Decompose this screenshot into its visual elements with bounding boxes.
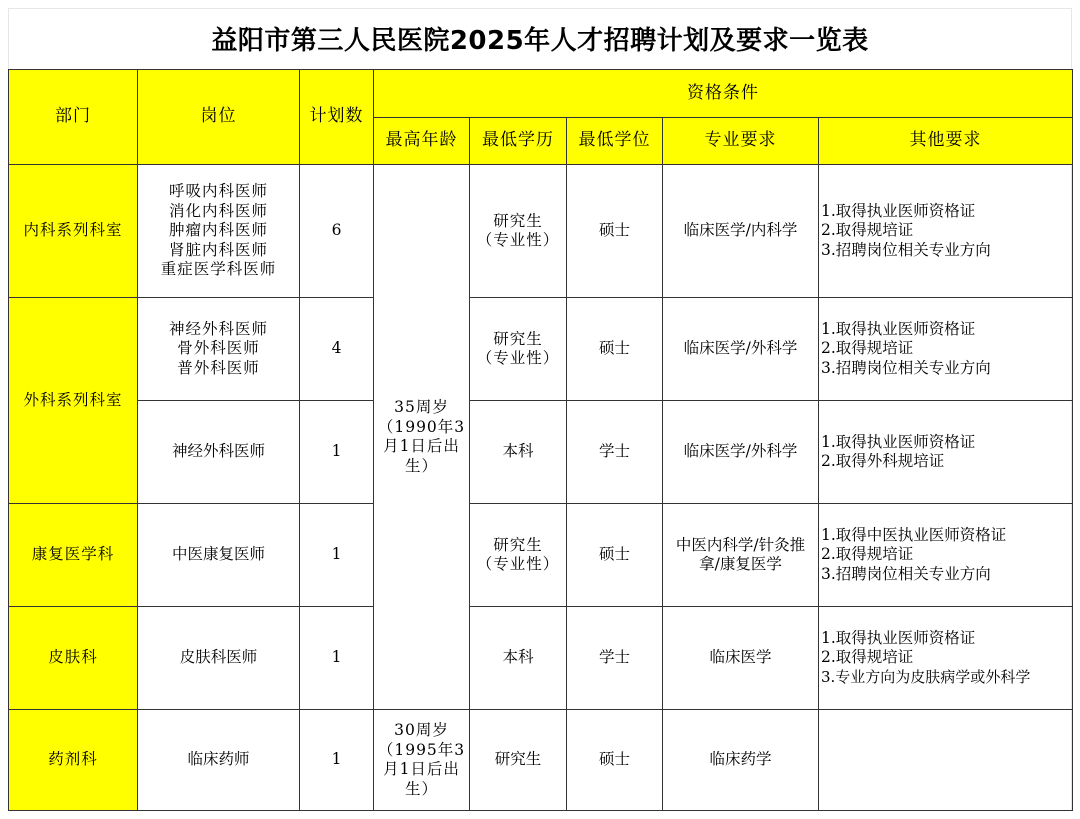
other-line: 2.取得规培证 <box>821 545 914 564</box>
count-cell: 1 <box>300 504 374 607</box>
table-row <box>9 298 1073 401</box>
education-line: 研究生 <box>493 329 543 348</box>
count-cell: 6 <box>300 165 374 298</box>
other-line: 1.取得执业医师资格证 <box>821 432 976 451</box>
header-dept: 部门 <box>9 70 138 165</box>
position-line: 骨外科医师 <box>177 339 260 358</box>
count-cell: 1 <box>300 607 374 710</box>
other-cell <box>819 710 1073 811</box>
major-line: 拿/康复医学 <box>699 555 782 573</box>
position-cell <box>138 165 300 298</box>
other-line: 2.取得规培证 <box>821 648 914 667</box>
position-line: 神经外科医师 <box>168 319 268 338</box>
major-cell: 临床医学/内科学 <box>663 165 819 298</box>
other-line: 1.取得中医执业医师资格证 <box>821 525 1007 544</box>
max-age-cell <box>374 710 470 811</box>
education-line: （专业性） <box>476 349 560 367</box>
dept-cell: 内科系列科室 <box>9 165 138 298</box>
major-cell: 临床医学 <box>663 607 819 710</box>
age-line: （1995年3 <box>377 740 466 759</box>
degree-cell: 学士 <box>567 607 663 710</box>
position-line: 肿瘤内科医师 <box>168 221 268 240</box>
count-cell: 1 <box>300 401 374 504</box>
position-line: 呼吸内科医师 <box>168 182 268 201</box>
dept-cell: 外科系列科室 <box>9 298 138 504</box>
header-count: 计划数 <box>300 70 374 165</box>
other-line: 3.招聘岗位相关专业方向 <box>821 358 991 377</box>
table-row <box>9 165 1073 298</box>
dept-cell: 药剂科 <box>9 710 138 811</box>
position-cell <box>138 298 300 401</box>
other-line: 2.取得规培证 <box>821 339 914 358</box>
other-line: 3.招聘岗位相关专业方向 <box>821 564 991 583</box>
degree-cell: 硕士 <box>567 298 663 401</box>
table-row <box>9 607 1073 710</box>
other-line: 1.取得执业医师资格证 <box>821 319 976 338</box>
degree-cell: 硕士 <box>567 165 663 298</box>
age-line: 月1日后出 <box>383 760 460 778</box>
other-line: 1.取得执业医师资格证 <box>821 201 976 220</box>
other-cell <box>819 165 1073 298</box>
table-row <box>9 401 1073 504</box>
header-max-age: 最高年龄 <box>374 118 470 165</box>
other-line: 3.招聘岗位相关专业方向 <box>821 240 991 259</box>
other-line: 2.取得外科规培证 <box>821 452 945 470</box>
recruitment-table <box>8 69 1073 811</box>
education-cell <box>470 504 567 607</box>
education-cell: 本科 <box>470 607 567 710</box>
page-title: 益阳市第三人民医院2025年人才招聘计划及要求一览表 <box>211 26 869 56</box>
position-cell: 皮肤科医师 <box>138 607 300 710</box>
degree-cell: 硕士 <box>567 504 663 607</box>
position-line: 消化内科医师 <box>168 201 268 220</box>
position-line: 重症医学科医师 <box>160 260 277 279</box>
age-line: 30周岁 <box>394 721 449 739</box>
major-line: 中医内科学/针灸推 <box>675 535 806 554</box>
other-cell <box>819 401 1073 504</box>
education-line: （专业性） <box>476 555 560 573</box>
header-min-degree: 最低学位 <box>567 118 663 165</box>
education-cell <box>470 165 567 298</box>
age-line: 生） <box>404 779 438 798</box>
header-position: 岗位 <box>138 70 300 165</box>
other-cell <box>819 607 1073 710</box>
other-line: 1.取得执业医师资格证 <box>821 628 976 647</box>
header-other: 其他要求 <box>819 118 1073 165</box>
header-major: 专业要求 <box>663 118 819 165</box>
major-cell: 临床药学 <box>663 710 819 811</box>
max-age-cell <box>374 165 470 710</box>
header-min-education: 最低学历 <box>470 118 567 165</box>
dept-cell: 康复医学科 <box>9 504 138 607</box>
education-cell: 研究生 <box>470 710 567 811</box>
position-line: 肾脏内科医师 <box>168 240 268 259</box>
major-cell: 临床医学/外科学 <box>663 401 819 504</box>
position-cell: 临床药师 <box>138 710 300 811</box>
education-line: 研究生 <box>493 535 543 554</box>
education-line: 研究生 <box>493 211 543 230</box>
count-cell: 4 <box>300 298 374 401</box>
position-cell: 中医康复医师 <box>138 504 300 607</box>
education-line: （专业性） <box>476 231 560 249</box>
age-line: （1990年3 <box>377 417 466 436</box>
education-cell: 本科 <box>470 401 567 504</box>
header-qualification-group: 资格条件 <box>374 70 1073 118</box>
other-line: 2.取得规培证 <box>821 221 914 240</box>
position-cell: 神经外科医师 <box>138 401 300 504</box>
major-cell <box>663 504 819 607</box>
count-cell: 1 <box>300 710 374 811</box>
table-row <box>9 504 1073 607</box>
major-cell: 临床医学/外科学 <box>663 298 819 401</box>
other-cell <box>819 504 1073 607</box>
position-line: 普外科医师 <box>177 358 260 377</box>
age-line: 生） <box>404 456 438 475</box>
other-cell <box>819 298 1073 401</box>
age-line: 月1日后出 <box>383 437 460 455</box>
table-row <box>9 710 1073 811</box>
degree-cell: 学士 <box>567 401 663 504</box>
other-line: 3.专业方向为皮肤病学或外科学 <box>821 667 1031 686</box>
education-cell <box>470 298 567 401</box>
age-line: 35周岁 <box>394 398 449 416</box>
dept-cell: 皮肤科 <box>9 607 138 710</box>
degree-cell: 硕士 <box>567 710 663 811</box>
